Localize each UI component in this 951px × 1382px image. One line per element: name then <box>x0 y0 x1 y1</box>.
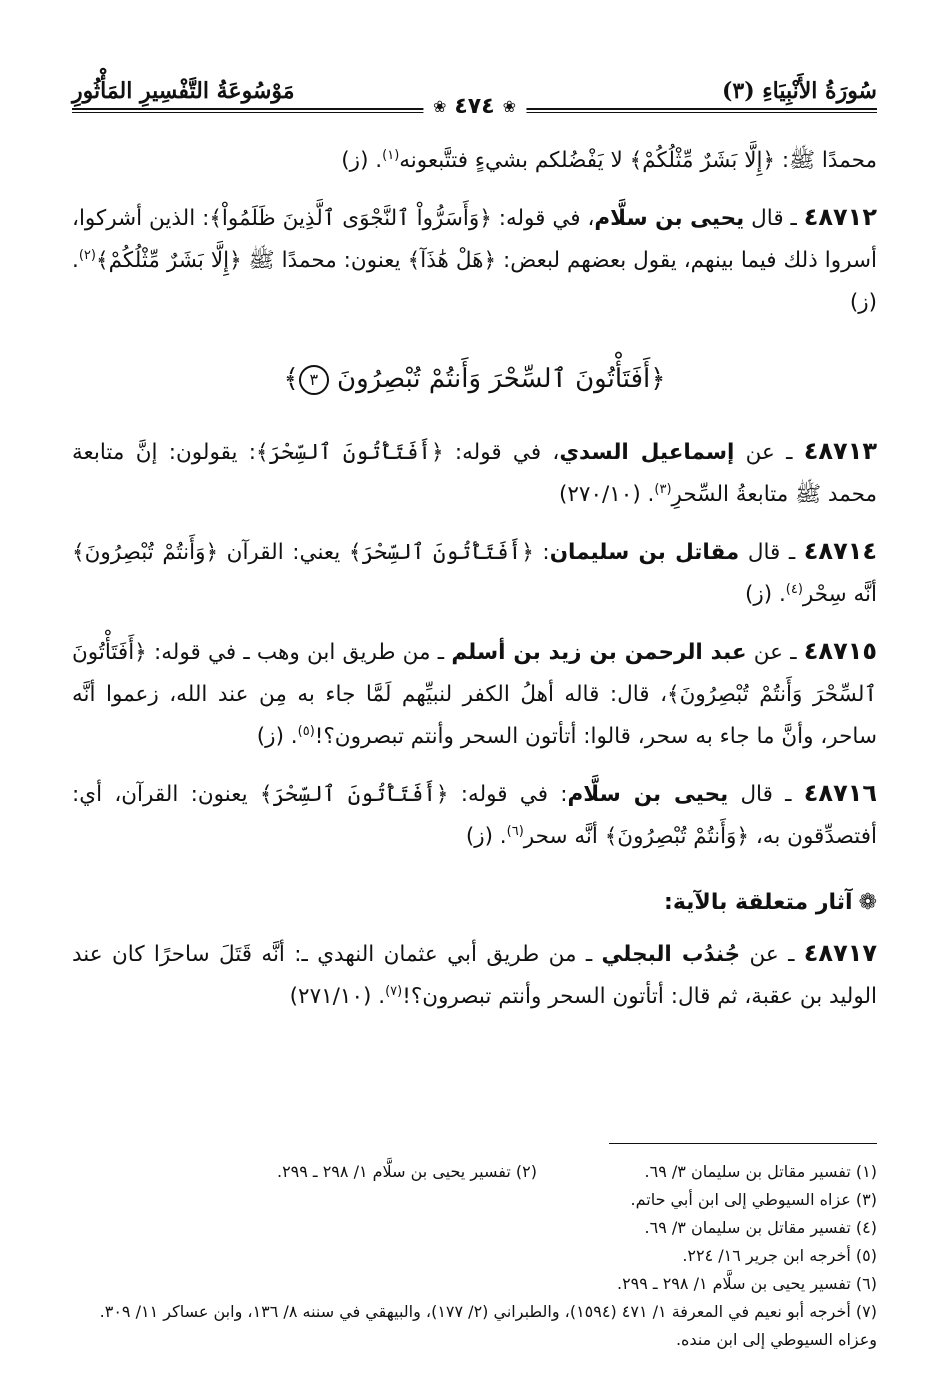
footnote-ref: (٥) <box>297 723 315 739</box>
footnote-ref: (٧) <box>385 983 403 999</box>
narration-48712 <box>72 196 877 324</box>
text: : الذين أشركوا، أسروا ذلك فيما بينهم، يقول بعضهم لبعض: <box>72 206 877 273</box>
ayah-quote: ﴿أَفَتَأْتُونَ ٱلسِّحْرَ﴾ <box>259 782 449 807</box>
text: . (ز) <box>341 148 383 173</box>
text: . (ز) <box>256 724 298 749</box>
text: ـ من طريق ابن وهب ـ في قوله: <box>146 640 452 665</box>
footnote-separator <box>609 1143 877 1144</box>
paragraph-continued <box>72 140 877 182</box>
ornament-icon: ❀ <box>502 97 517 116</box>
footnote-6: (٦) تفسير يحيى بن سلَّام ١/ ٢٩٨ ـ ٢٩٩. <box>616 1274 877 1293</box>
narrator-name: جُندُب البجلي <box>601 942 741 967</box>
ayah-quote: ﴿أَفَتَأْتُونَ ٱلسِّحْرَ﴾ <box>348 540 534 565</box>
narration-number: ٤٨٧١٦ <box>803 779 878 807</box>
narrator-name: يحيى بن سلَّام <box>567 782 729 807</box>
footnote-ref: (١) <box>382 147 400 163</box>
footnote-3: (٣) عزاه السيوطي إلى ابن أبي حاتم. <box>630 1190 877 1209</box>
text: ـ قال <box>739 540 804 565</box>
verse-heading <box>72 358 877 400</box>
ayah-quote: ﴿هَلْ هَٰذَآ﴾ <box>407 248 497 273</box>
text: لا يَفْضُلكم بشيءٍ فتتَّبعونه <box>399 148 630 173</box>
text: ـ من طريق أبي عثمان النهدي ـ: أنَّه قَتَلَ ساحرًا كان عند الوليد بن عقبة، ثم قال: أتأتون السحر وأنتم تبصرون؟! <box>72 942 877 1009</box>
ayah-quote: ﴿أَفَتَأْتُونَ ٱلسِّحْرَ﴾ <box>255 440 444 465</box>
page-number-value: ٤٧٤ <box>454 94 495 119</box>
text: ، في قوله: <box>443 440 560 465</box>
section-title-text: آثار متعلقة بالآية: <box>664 890 853 915</box>
verse-text: ﴿أَفَتَأْتُونَ ٱلسِّحْرَ وَأَنتُمْ تُبْصِرُونَ <box>337 364 666 394</box>
footnote-5: (٥) أخرجه ابن جرير ١٦/ ٢٢٤. <box>682 1246 877 1265</box>
narrator-name: إسماعيل السدي <box>559 440 735 465</box>
footnote-ref: (٣) <box>654 481 672 497</box>
book-page <box>72 60 878 1349</box>
footnote-ref: (٦) <box>506 823 524 839</box>
ayah-quote: ﴿وَأَنتُمْ تُبْصِرُونَ﴾ <box>72 540 219 565</box>
footnote-ref: (٢) <box>78 247 96 263</box>
text: ـ عن <box>746 640 804 665</box>
ornament-icon: ❀ <box>432 97 447 116</box>
text: يعني: القرآن <box>218 540 349 565</box>
book-title-header: مَوْسُوعَةُ التَّفْسِيرِ المَأْثُورِ <box>72 78 295 104</box>
narration-48716 <box>72 772 877 858</box>
ayah-quote: ﴿إِلَّا بَشَرٌ مِّثْلُكُمْ﴾ <box>95 248 242 273</box>
text: ، في قوله: <box>491 206 595 231</box>
footnote-ref: (٤) <box>785 581 803 597</box>
text: ، قال: قاله أهلُ الكفر لنبيِّهم لَمَّا جاء به مِن عند الله، زعموا أنَّه ساحر، وأنَّ ما جاء به سحر، قالوا: أتأتون السحر وأنتم تبصرون؟! <box>72 682 877 749</box>
narration-number: ٤٨٧١٧ <box>803 939 878 967</box>
text: أنَّه سِحْر <box>802 582 877 607</box>
narration-48715 <box>72 630 877 758</box>
narrator-name: يحيى بن سلَّام <box>594 206 745 231</box>
text: أنَّه سحر <box>523 824 605 849</box>
flower-icon: ❁ <box>858 890 877 915</box>
surah-header: سُورَةُ الأَنْبِيَاءِ (٣) <box>721 78 877 104</box>
narration-48714 <box>72 530 877 616</box>
footnote-1: (١) تفسير مقاتل بن سليمان ٣/ ٦٩. <box>644 1162 877 1181</box>
footnote-4: (٤) تفسير مقاتل بن سليمان ٣/ ٦٩. <box>644 1218 877 1237</box>
ayah-quote: ﴿وَأَنتُمْ تُبْصِرُونَ﴾ <box>604 824 750 849</box>
ayah-quote: ﴿إِلَّا بَشَرٌ مِّثْلُكُمْ﴾ <box>629 148 776 173</box>
section-heading <box>72 882 877 924</box>
verse-number-marker: ٣ <box>299 365 329 395</box>
text: . (ز) <box>72 248 877 315</box>
footnote-row <box>72 1158 877 1186</box>
narration-number: ٤٨٧١٣ <box>803 437 877 465</box>
text: : يقولون: إنَّ متابعة محمد ﷺ متابعةُ السِّحرِ <box>72 440 877 507</box>
text: : <box>533 540 550 565</box>
ayah-quote: ﴿وَأَسَرُّواْ ٱلنَّجْوَى ٱلَّذِينَ ظَلَمُواْ﴾ <box>209 206 492 231</box>
text: ـ عن <box>734 440 804 465</box>
narrator-name: عبد الرحمن بن زيد بن أسلم <box>451 640 747 665</box>
main-text <box>72 140 877 1032</box>
footnote-2: (٢) تفسير يحيى بن سلَّام ١/ ٢٩٨ ـ ٢٩٩. <box>276 1162 537 1181</box>
verse-close: ﴾ <box>283 364 299 394</box>
text: ـ قال <box>728 782 804 807</box>
text: . (٢٧٠/١٠) <box>558 482 655 507</box>
narration-48717 <box>72 932 877 1018</box>
footnotes <box>72 1158 877 1354</box>
text: ـ قال <box>744 206 804 231</box>
narration-number: ٤٨٧١٥ <box>803 637 878 665</box>
text: يعنون: محمدًا ﷺ <box>241 248 408 273</box>
narration-number: ٤٨٧١٤ <box>803 537 878 565</box>
narration-number: ٤٨٧١٢ <box>803 203 877 231</box>
text: . (ز) <box>744 582 786 607</box>
narration-48713 <box>72 430 877 516</box>
text: . (٢٧١/١٠) <box>289 984 386 1009</box>
text: ـ عن <box>740 942 804 967</box>
ayah-quote: ﴿أَفَتَأْتُونَ ٱلسِّحْرَ وَأَنتُمْ تُبْصِرُونَ﴾ <box>72 640 878 707</box>
footnote-7: (٧) أخرجه أبو نعيم في المعرفة ١/ ٤٧١ (١٥٩٤)، والطبراني (٢/ ١٧٧)، والبيهقي في سننه ٨/ ١٣٦، وابن عساكر ١١/ ٣٠٩. وعزاه السيوطي إلى ابن منده. <box>99 1302 877 1349</box>
text: محمدًا ﷺ: <box>775 148 877 173</box>
text: : في قوله: <box>448 782 568 807</box>
text: يعنون: القرآن، أي: أفتصدِّقون به، <box>72 782 877 849</box>
text: . (ز) <box>465 824 507 849</box>
narrator-name: مقاتل بن سليمان <box>549 540 740 565</box>
page-number <box>423 94 526 119</box>
